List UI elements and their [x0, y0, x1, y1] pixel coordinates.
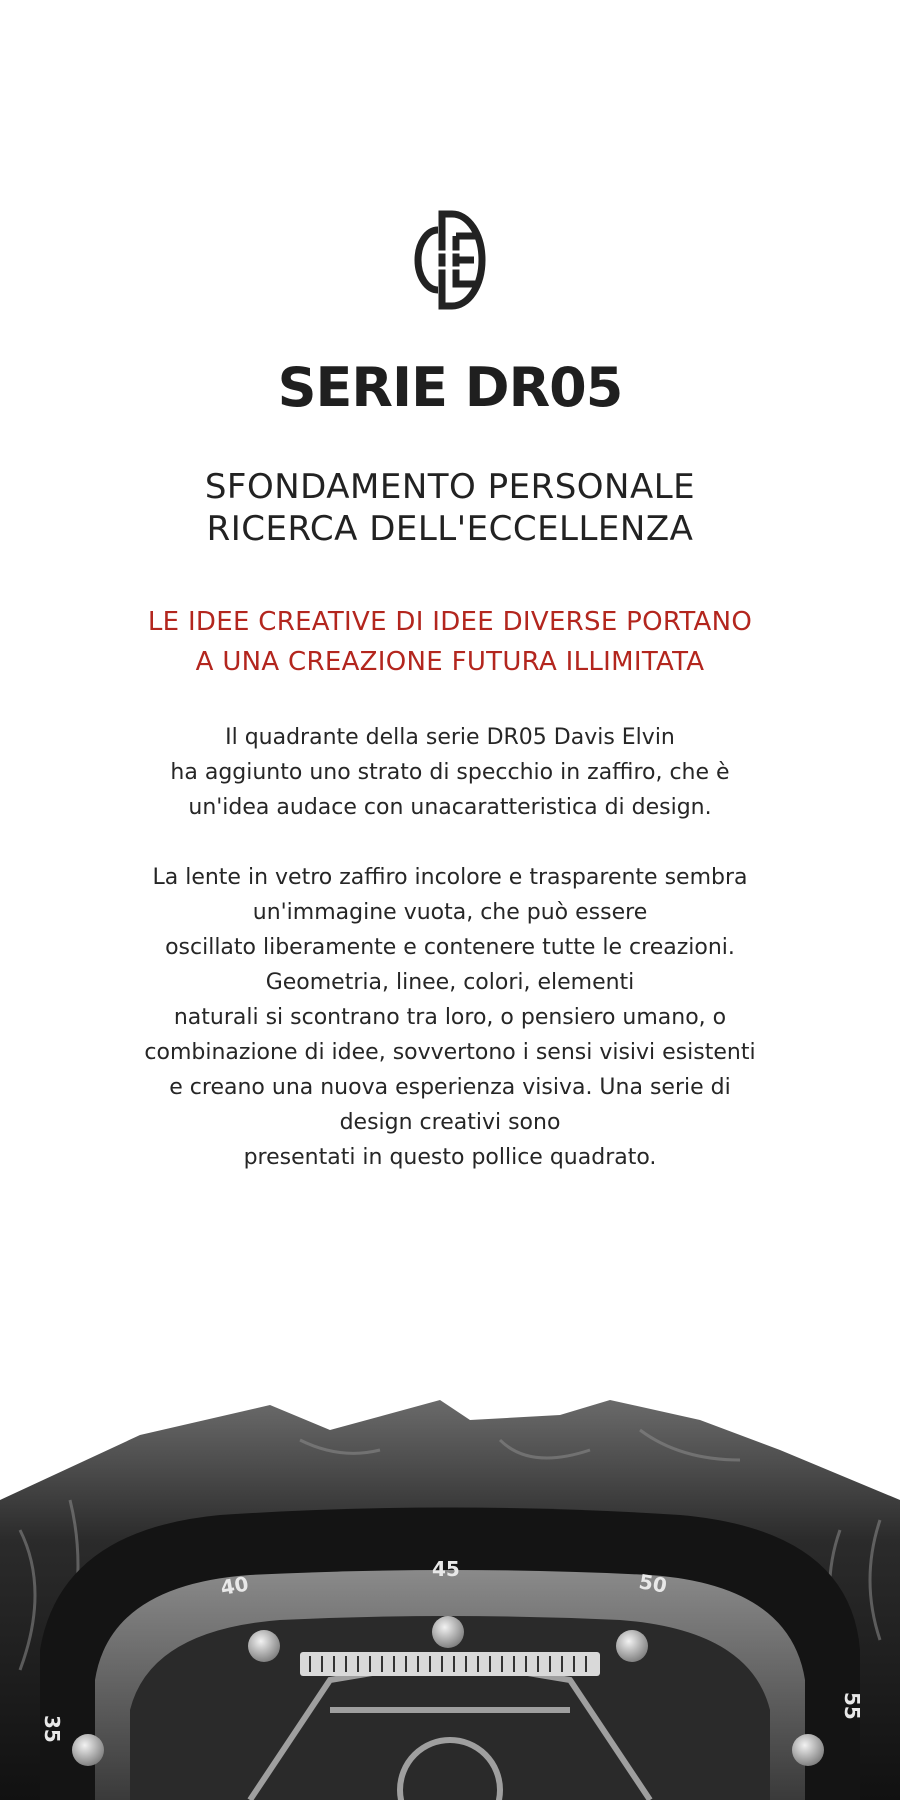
- bezel-number: 40: [218, 1571, 251, 1600]
- bezel-number: 50: [637, 1569, 669, 1598]
- paragraph-spacer: [90, 825, 810, 860]
- tagline-line: LE IDEE CREATIVE DI IDEE DIVERSE PORTANO: [147, 607, 753, 637]
- description: [90, 720, 810, 1175]
- subtitle: [0, 466, 900, 550]
- subtitle-line: SFONDAMENTO PERSONALE: [204, 467, 696, 507]
- description-line: Il quadrante della serie DR05 Davis Elvin: [225, 725, 675, 750]
- bezel-number: 45: [432, 1557, 460, 1581]
- bezel-number: 55: [840, 1692, 864, 1720]
- description-line: design creativi sono: [339, 1110, 561, 1135]
- page-title: SERIE DR05: [277, 356, 623, 419]
- description-line: e creano una nuova esperienza visiva. Una serie di: [169, 1075, 731, 1100]
- description-line: ha aggiunto uno strato di specchio in zaffiro, che è: [170, 760, 730, 785]
- description-line: un'idea audace con unacaratteristica di design.: [188, 795, 712, 820]
- description-line: combinazione di idee, sovvertono i sensi visivi esistenti: [144, 1040, 756, 1065]
- tagline: [0, 602, 900, 682]
- description-line: un'immagine vuota, che può essere: [252, 900, 648, 925]
- brand-logo-icon: [408, 208, 492, 312]
- watch-image: [0, 1380, 900, 1800]
- description-line: naturali si scontrano tra loro, o pensiero umano, o: [173, 1005, 727, 1030]
- bezel-number: 35: [40, 1715, 64, 1743]
- description-line: presentati in questo pollice quadrato.: [243, 1145, 657, 1170]
- description-line: La lente in vetro zaffiro incolore e trasparente sembra: [152, 865, 748, 890]
- description-line: Geometria, linee, colori, elementi: [265, 970, 635, 995]
- tagline-line: A UNA CREAZIONE FUTURA ILLIMITATA: [195, 647, 705, 677]
- description-line: oscillato liberamente e contenere tutte le creazioni.: [165, 935, 735, 960]
- subtitle-line: RICERCA DELL'ECCELLENZA: [206, 509, 694, 549]
